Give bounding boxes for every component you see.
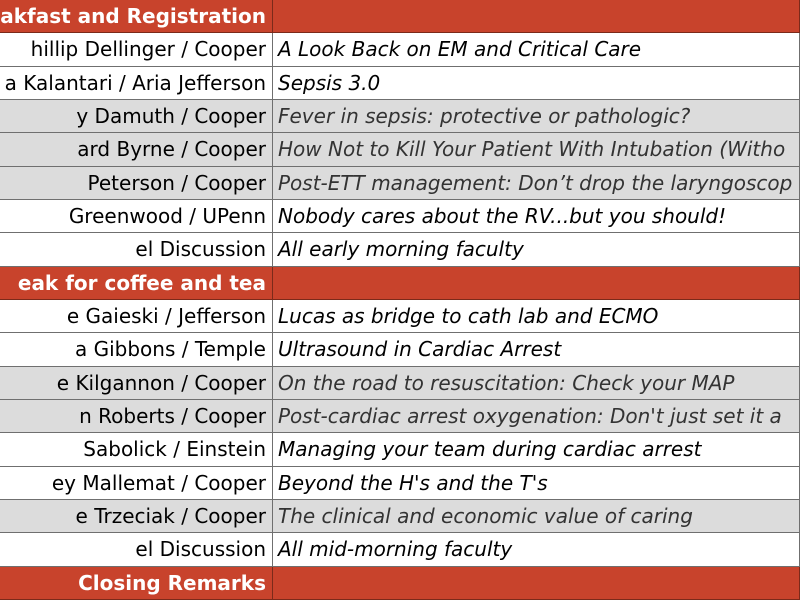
topic-cell: Managing your team during cardiac arrest <box>273 433 800 466</box>
speaker-cell: el Discussion <box>0 233 273 266</box>
speaker-cell: e Trzeciak / Cooper <box>0 500 273 533</box>
speaker-cell: n Roberts / Cooper <box>0 400 273 433</box>
topic-cell: Nobody cares about the RV...but you should! <box>273 200 800 233</box>
section-header-label: eak for coffee and tea <box>0 267 273 300</box>
topic-cell: On the road to resuscitation: Check your MAP <box>273 367 800 400</box>
section-header-label: akfast and Registration <box>0 0 273 33</box>
section-header-empty-cell <box>273 567 800 600</box>
topic-cell: All mid-morning faculty <box>273 533 800 566</box>
speaker-cell: e Kilgannon / Cooper <box>0 367 273 400</box>
speaker-cell: e Gaieski / Jefferson <box>0 300 273 333</box>
speaker-cell: hillip Dellinger / Cooper <box>0 33 273 66</box>
speaker-cell: ard Byrne / Cooper <box>0 133 273 166</box>
speaker-cell: Sabolick / Einstein <box>0 433 273 466</box>
topic-cell: How Not to Kill Your Patient With Intubation (Witho <box>273 133 800 166</box>
topic-cell: Post-cardiac arrest oxygenation: Don't just set it a <box>273 400 800 433</box>
topic-cell: The clinical and economic value of caring <box>273 500 800 533</box>
topic-cell: Beyond the H's and the T's <box>273 467 800 500</box>
section-header-empty-cell <box>273 0 800 33</box>
speaker-cell: el Discussion <box>0 533 273 566</box>
speaker-cell: Greenwood / UPenn <box>0 200 273 233</box>
speaker-cell: a Kalantari / Aria Jefferson <box>0 67 273 100</box>
speaker-cell: ey Mallemat / Cooper <box>0 467 273 500</box>
section-header-empty-cell <box>273 267 800 300</box>
topic-cell: Post-ETT management: Don’t drop the laryngoscop <box>273 167 800 200</box>
speaker-cell: Peterson / Cooper <box>0 167 273 200</box>
speaker-cell: y Damuth / Cooper <box>0 100 273 133</box>
topic-cell: Lucas as bridge to cath lab and ECMO <box>273 300 800 333</box>
section-header-label: Closing Remarks <box>0 567 273 600</box>
topic-cell: Ultrasound in Cardiac Arrest <box>273 333 800 366</box>
topic-cell: Fever in sepsis: protective or pathologic? <box>273 100 800 133</box>
speaker-cell: a Gibbons / Temple <box>0 333 273 366</box>
topic-cell: All early morning faculty <box>273 233 800 266</box>
topic-cell: A Look Back on EM and Critical Care <box>273 33 800 66</box>
topic-cell: Sepsis 3.0 <box>273 67 800 100</box>
